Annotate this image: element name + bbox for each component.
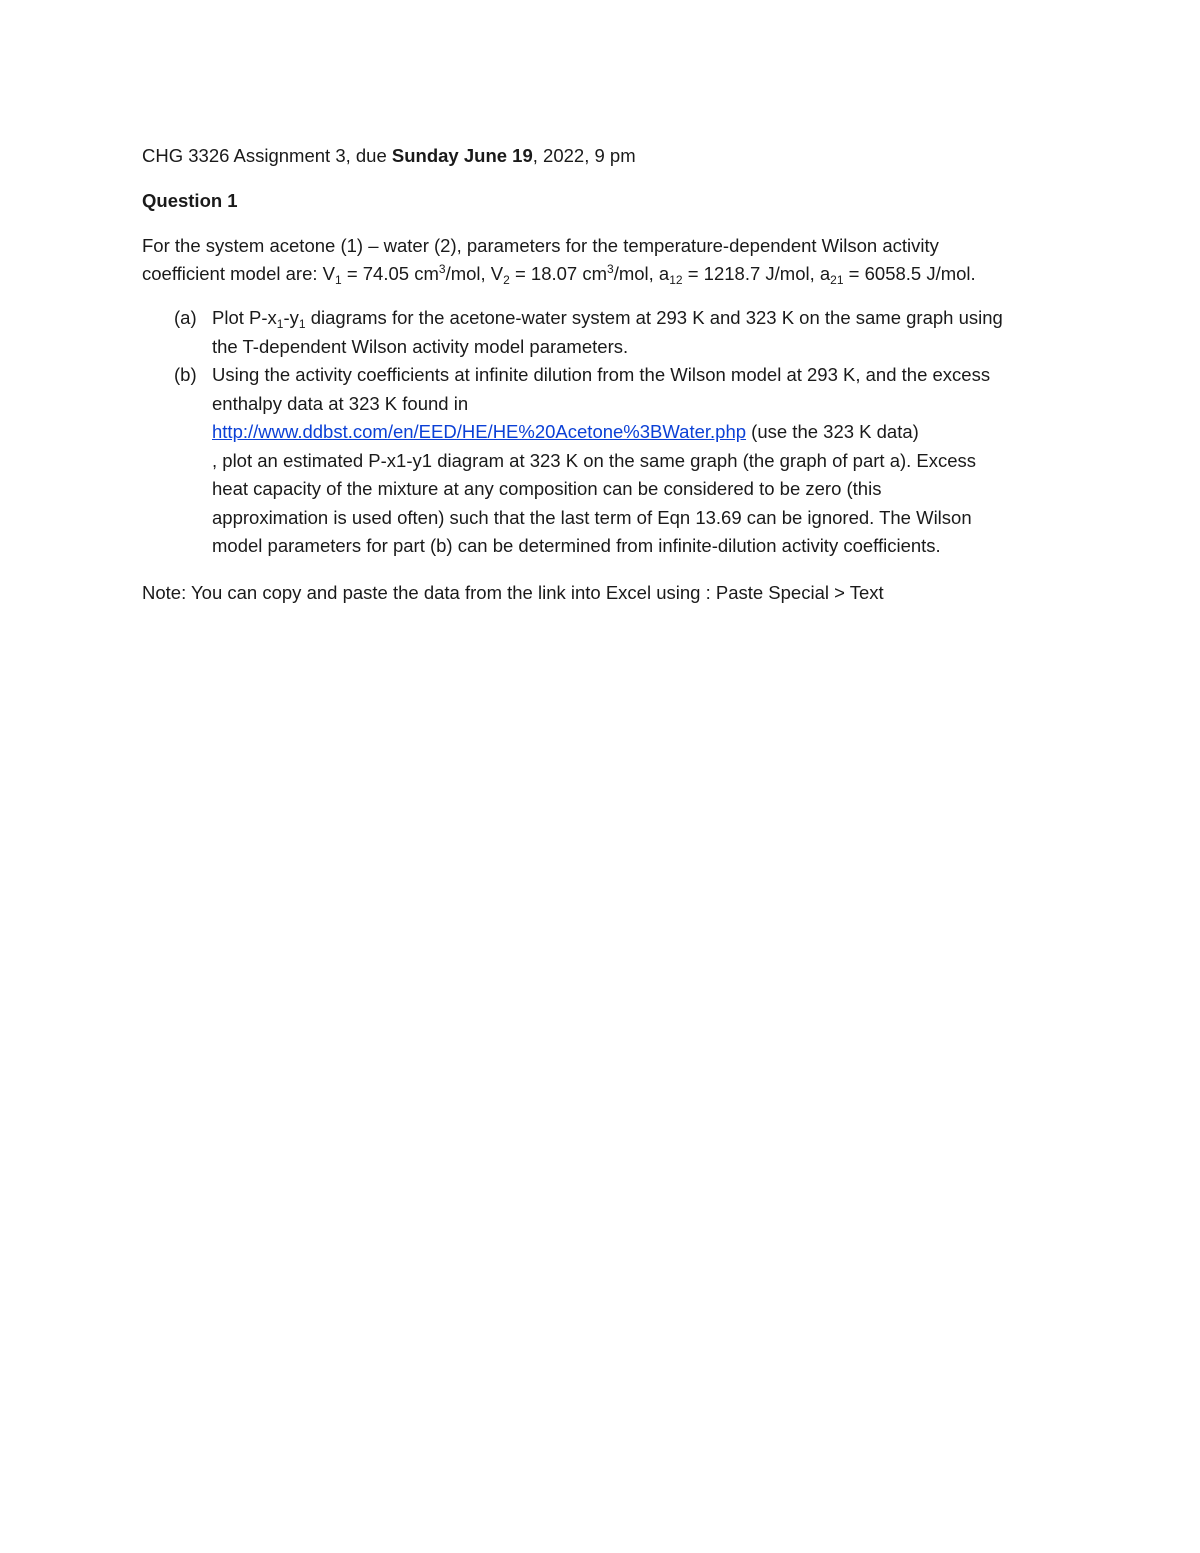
intro-line-1: For the system acetone (1) – water (2), parameters for the temperature-dependent Wilson activity	[142, 235, 939, 256]
part-b-line-1: Using the activity coefficients at infinite dilution from the Wilson model at 293 K, and the excess	[212, 364, 991, 385]
assignment-title	[142, 142, 1062, 170]
question-parts	[142, 304, 1062, 561]
part-b-line-7: model parameters for part (b) can be determined from infinite-dilution activity coefficients.	[212, 535, 941, 556]
title-prefix: CHG 3326 Assignment 3, due	[142, 145, 392, 166]
title-suffix: , 2022, 9 pm	[532, 145, 636, 166]
part-b-line-2: enthalpy data at 323 K found in	[212, 392, 469, 414]
part-b	[142, 361, 1062, 561]
question-intro	[142, 232, 1062, 288]
part-a	[142, 304, 1062, 361]
note: Note: You can copy and paste the data from the link into Excel using : Paste Special > Text	[142, 581, 884, 603]
part-b-line-3: http://www.ddbst.com/en/EED/HE/HE%20Acetone%3BWater.php (use the 323 K data)	[212, 421, 919, 442]
part-b-line-5: heat capacity of the mixture at any composition can be considered to be zero (this	[212, 478, 882, 499]
question-heading: Question 1	[142, 190, 238, 211]
title-due-date: Sunday June 19	[391, 145, 533, 166]
part-a-marker: (a)	[174, 307, 197, 328]
intro-line-2: coefficient model are: $V_1 = 74.05$ $cm^3$/mol, $V_2 = 18.07$ $cm^3$/mol, $a_{12} = 1218.7$ J/mol, $a_{21} = 6058.5$ J/mol.	[142, 262, 976, 287]
part-b-line-6: approximation is used often) such that the last term of Eqn 13.69 can be ignored. The Wilson	[212, 506, 972, 528]
part-b-line-4: , plot an estimated P-x1-y1 diagram at 323 K on the same graph (the graph of part a). Excess	[212, 449, 977, 471]
part-a-line-1: Plot $P-x_1-y_1$ diagrams for the acetone-water system at 293 K and 323 K on the same graph using	[212, 307, 1003, 331]
ddbst-data-link[interactable]: http://www.ddbst.com/en/EED/HE/HE%20Acetone%3BWater.php	[212, 421, 747, 442]
part-b-marker: (b)	[174, 364, 197, 385]
part-a-line-2: the T-dependent Wilson activity model parameters.	[212, 335, 629, 357]
document-page	[142, 142, 1062, 607]
